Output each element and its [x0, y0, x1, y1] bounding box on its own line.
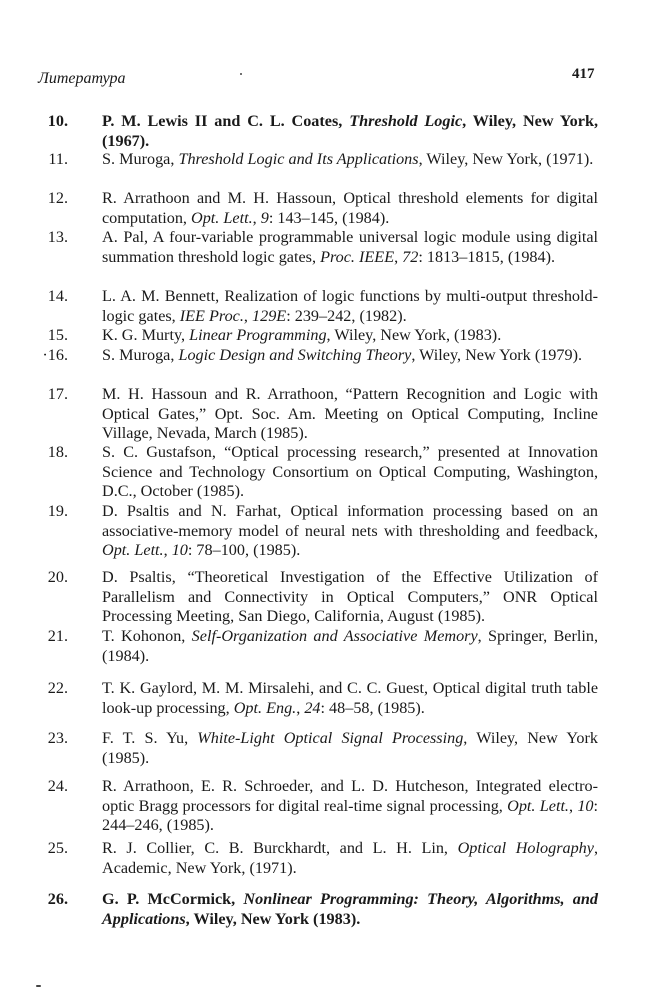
reference-text — [102, 326, 598, 346]
reference-item — [30, 679, 598, 718]
reference-segment: : 48–58, (1985). — [320, 698, 425, 717]
reference-text — [102, 189, 598, 228]
reference-segment: : 78–100, (1985). — [187, 541, 301, 560]
reference-segment: S. Muroga, — [102, 346, 179, 364]
reference-title: 10 — [577, 796, 594, 815]
reference-item — [30, 502, 598, 561]
scan-speck — [36, 985, 41, 987]
reference-title: Threshold Logic — [349, 112, 463, 130]
reference-number: 10. — [47, 112, 68, 130]
reference-text — [102, 112, 598, 151]
reference-number: 17. — [47, 385, 68, 403]
reference-segment: , — [243, 306, 253, 325]
reference-segment: , — [394, 247, 403, 266]
reference-item — [30, 112, 598, 151]
reference-item — [30, 346, 598, 366]
reference-number: ·16. — [42, 346, 68, 364]
reference-segment: S. C. Gustafson, “Optical processing research,” presented at Innovation Science and Technology Consortium on Optical Computing, Washington, D.C., October (1985). — [102, 443, 598, 501]
reference-text — [102, 228, 598, 267]
reference-segment: , — [252, 208, 261, 227]
reference-number: 21. — [47, 627, 68, 645]
reference-text — [102, 839, 598, 878]
reference-title: 129E — [252, 306, 287, 325]
reference-number: 14. — [47, 287, 68, 305]
reference-title: Nonlinear Programming: Theory, Algorithms, and Applications — [102, 890, 599, 928]
reference-item — [30, 287, 598, 326]
reference-number: 22. — [47, 679, 68, 697]
reference-number: 11. — [48, 150, 68, 168]
reference-text — [102, 679, 598, 718]
reference-item — [30, 150, 598, 170]
reference-segment: , Wiley, New York, (1967). — [102, 112, 599, 150]
reference-segment: , — [296, 698, 305, 717]
reference-segment: , — [568, 796, 578, 815]
reference-title: IEE Proc. — [179, 306, 244, 325]
reference-segment: L. A. M. Bennett, Realization of logic functions by multi-output threshold-logic gates, — [102, 287, 598, 325]
reference-segment: F. T. S. Yu, — [102, 729, 198, 747]
reference-item — [30, 326, 598, 346]
reference-segment: : 1813–1815, (1984). — [418, 247, 556, 266]
running-head: Литература — [38, 70, 126, 87]
reference-title: Threshold Logic and Its Applications — [178, 150, 419, 168]
reference-segment: R. Arrathoon, E. R. Schroeder, and L. D. Hutcheson, Integrated electro-optic Bragg processors for digital real-time signal processing, — [102, 777, 598, 815]
reference-text — [102, 502, 598, 561]
reference-title: 72 — [402, 247, 419, 266]
reference-item — [30, 189, 598, 228]
reference-title: Proc. IEEE — [320, 247, 395, 266]
reference-number: 13. — [47, 228, 68, 246]
reference-title: 9 — [260, 208, 269, 227]
reference-text — [102, 729, 598, 768]
reference-text — [102, 568, 598, 627]
reference-segment: G. P. McCormick, — [102, 890, 244, 908]
reference-title: White-Light Optical Signal Processing — [197, 729, 464, 747]
reference-number: 12. — [47, 189, 68, 207]
reference-title: Logic Design and Switching Theory — [178, 346, 412, 364]
reference-segment: D. Psaltis, “Theoretical Investigation of the Effective Utilization of Parallelism and Connectivity in Optical Computers,” ONR Optical Processing Meeting, San Diego, California, August (1985). — [102, 568, 598, 626]
reference-title: Opt. Eng. — [233, 698, 297, 717]
reference-segment: , — [163, 541, 172, 560]
reference-text — [102, 287, 598, 326]
reference-text — [102, 443, 598, 502]
reference-segment: , Wiley, New York (1979). — [411, 346, 583, 364]
reference-segment: S. Muroga, — [102, 150, 179, 168]
reference-segment: : 239–242, (1982). — [286, 306, 407, 325]
reference-item — [30, 385, 598, 444]
reference-item — [30, 627, 598, 666]
reference-title: Optical Holography — [457, 839, 594, 857]
scan-speck — [240, 73, 242, 75]
reference-text — [102, 777, 598, 836]
reference-segment: A. Pal, A four-variable programmable universal logic module using digital summation threshold logic gates, — [102, 228, 598, 266]
reference-item — [30, 228, 598, 267]
reference-title: Opt. Lett. — [507, 796, 569, 815]
reference-segment: M. H. Hassoun and R. Arrathoon, “Pattern Recognition and Logic with Optical Gates,” Opt. Soc. Am. Meeting on Optical Computing, Incline Village, Nevada, March (1985). — [102, 385, 598, 443]
reference-segment: K. G. Murty, — [102, 326, 190, 344]
reference-item — [30, 777, 598, 836]
reference-text — [102, 627, 598, 666]
reference-title: Opt. Lett. — [191, 208, 253, 227]
reference-text — [102, 346, 598, 366]
reference-segment: R. Arrathoon and M. H. Hassoun, Optical threshold elements for digital computation, — [102, 189, 598, 227]
reference-number: 25. — [47, 839, 68, 857]
reference-title: Self-Organization and Associative Memory — [191, 627, 478, 645]
reference-title: 24 — [304, 698, 321, 717]
reference-segment: , Springer, Berlin, (1984). — [102, 627, 598, 665]
reference-number: 24. — [47, 777, 68, 795]
reference-number: 15. — [47, 326, 68, 344]
reference-segment: T. Kohonon, — [102, 627, 192, 645]
reference-number: 20. — [47, 568, 68, 586]
reference-segment: , Wiley, New York (1983). — [185, 909, 361, 928]
reference-item — [30, 890, 598, 929]
reference-item — [30, 839, 598, 878]
reference-segment: R. J. Collier, C. B. Burckhardt, and L. H. Lin, — [102, 839, 458, 857]
reference-item — [30, 568, 598, 627]
reference-title: Opt. Lett. — [102, 541, 164, 560]
reference-item — [30, 729, 598, 768]
reference-segment: D. Psaltis and N. Farhat, Optical information processing based on an associative-memory model of neural nets with thresholding and feedback, — [102, 502, 598, 540]
reference-segment: T. K. Gaylord, M. M. Mirsalehi, and C. C. Guest, Optical digital truth table look-up processing, — [102, 679, 598, 717]
reference-segment: , Wiley, New York, (1971). — [418, 150, 594, 168]
reference-segment: : 143–145, (1984). — [268, 208, 390, 227]
reference-segment: , Wiley, New York (1985). — [102, 729, 598, 767]
reference-text — [102, 150, 598, 170]
reference-number: 18. — [47, 443, 68, 461]
reference-number: 26. — [47, 890, 68, 908]
reference-number: 23. — [47, 729, 68, 747]
reference-text — [102, 890, 598, 929]
reference-segment: , Academic, New York, (1971). — [102, 839, 599, 877]
reference-item — [30, 443, 598, 502]
reference-number: 19. — [47, 502, 68, 520]
reference-segment: : 244–246, (1985). — [102, 796, 599, 835]
reference-title: 10 — [171, 541, 188, 560]
reference-segment: , Wiley, New York, (1983). — [326, 326, 502, 344]
reference-text — [102, 385, 598, 444]
reference-title: Linear Programming — [189, 326, 327, 344]
reference-segment: P. M. Lewis II and C. L. Coates, — [102, 112, 350, 130]
page-number: 417 — [572, 66, 595, 82]
